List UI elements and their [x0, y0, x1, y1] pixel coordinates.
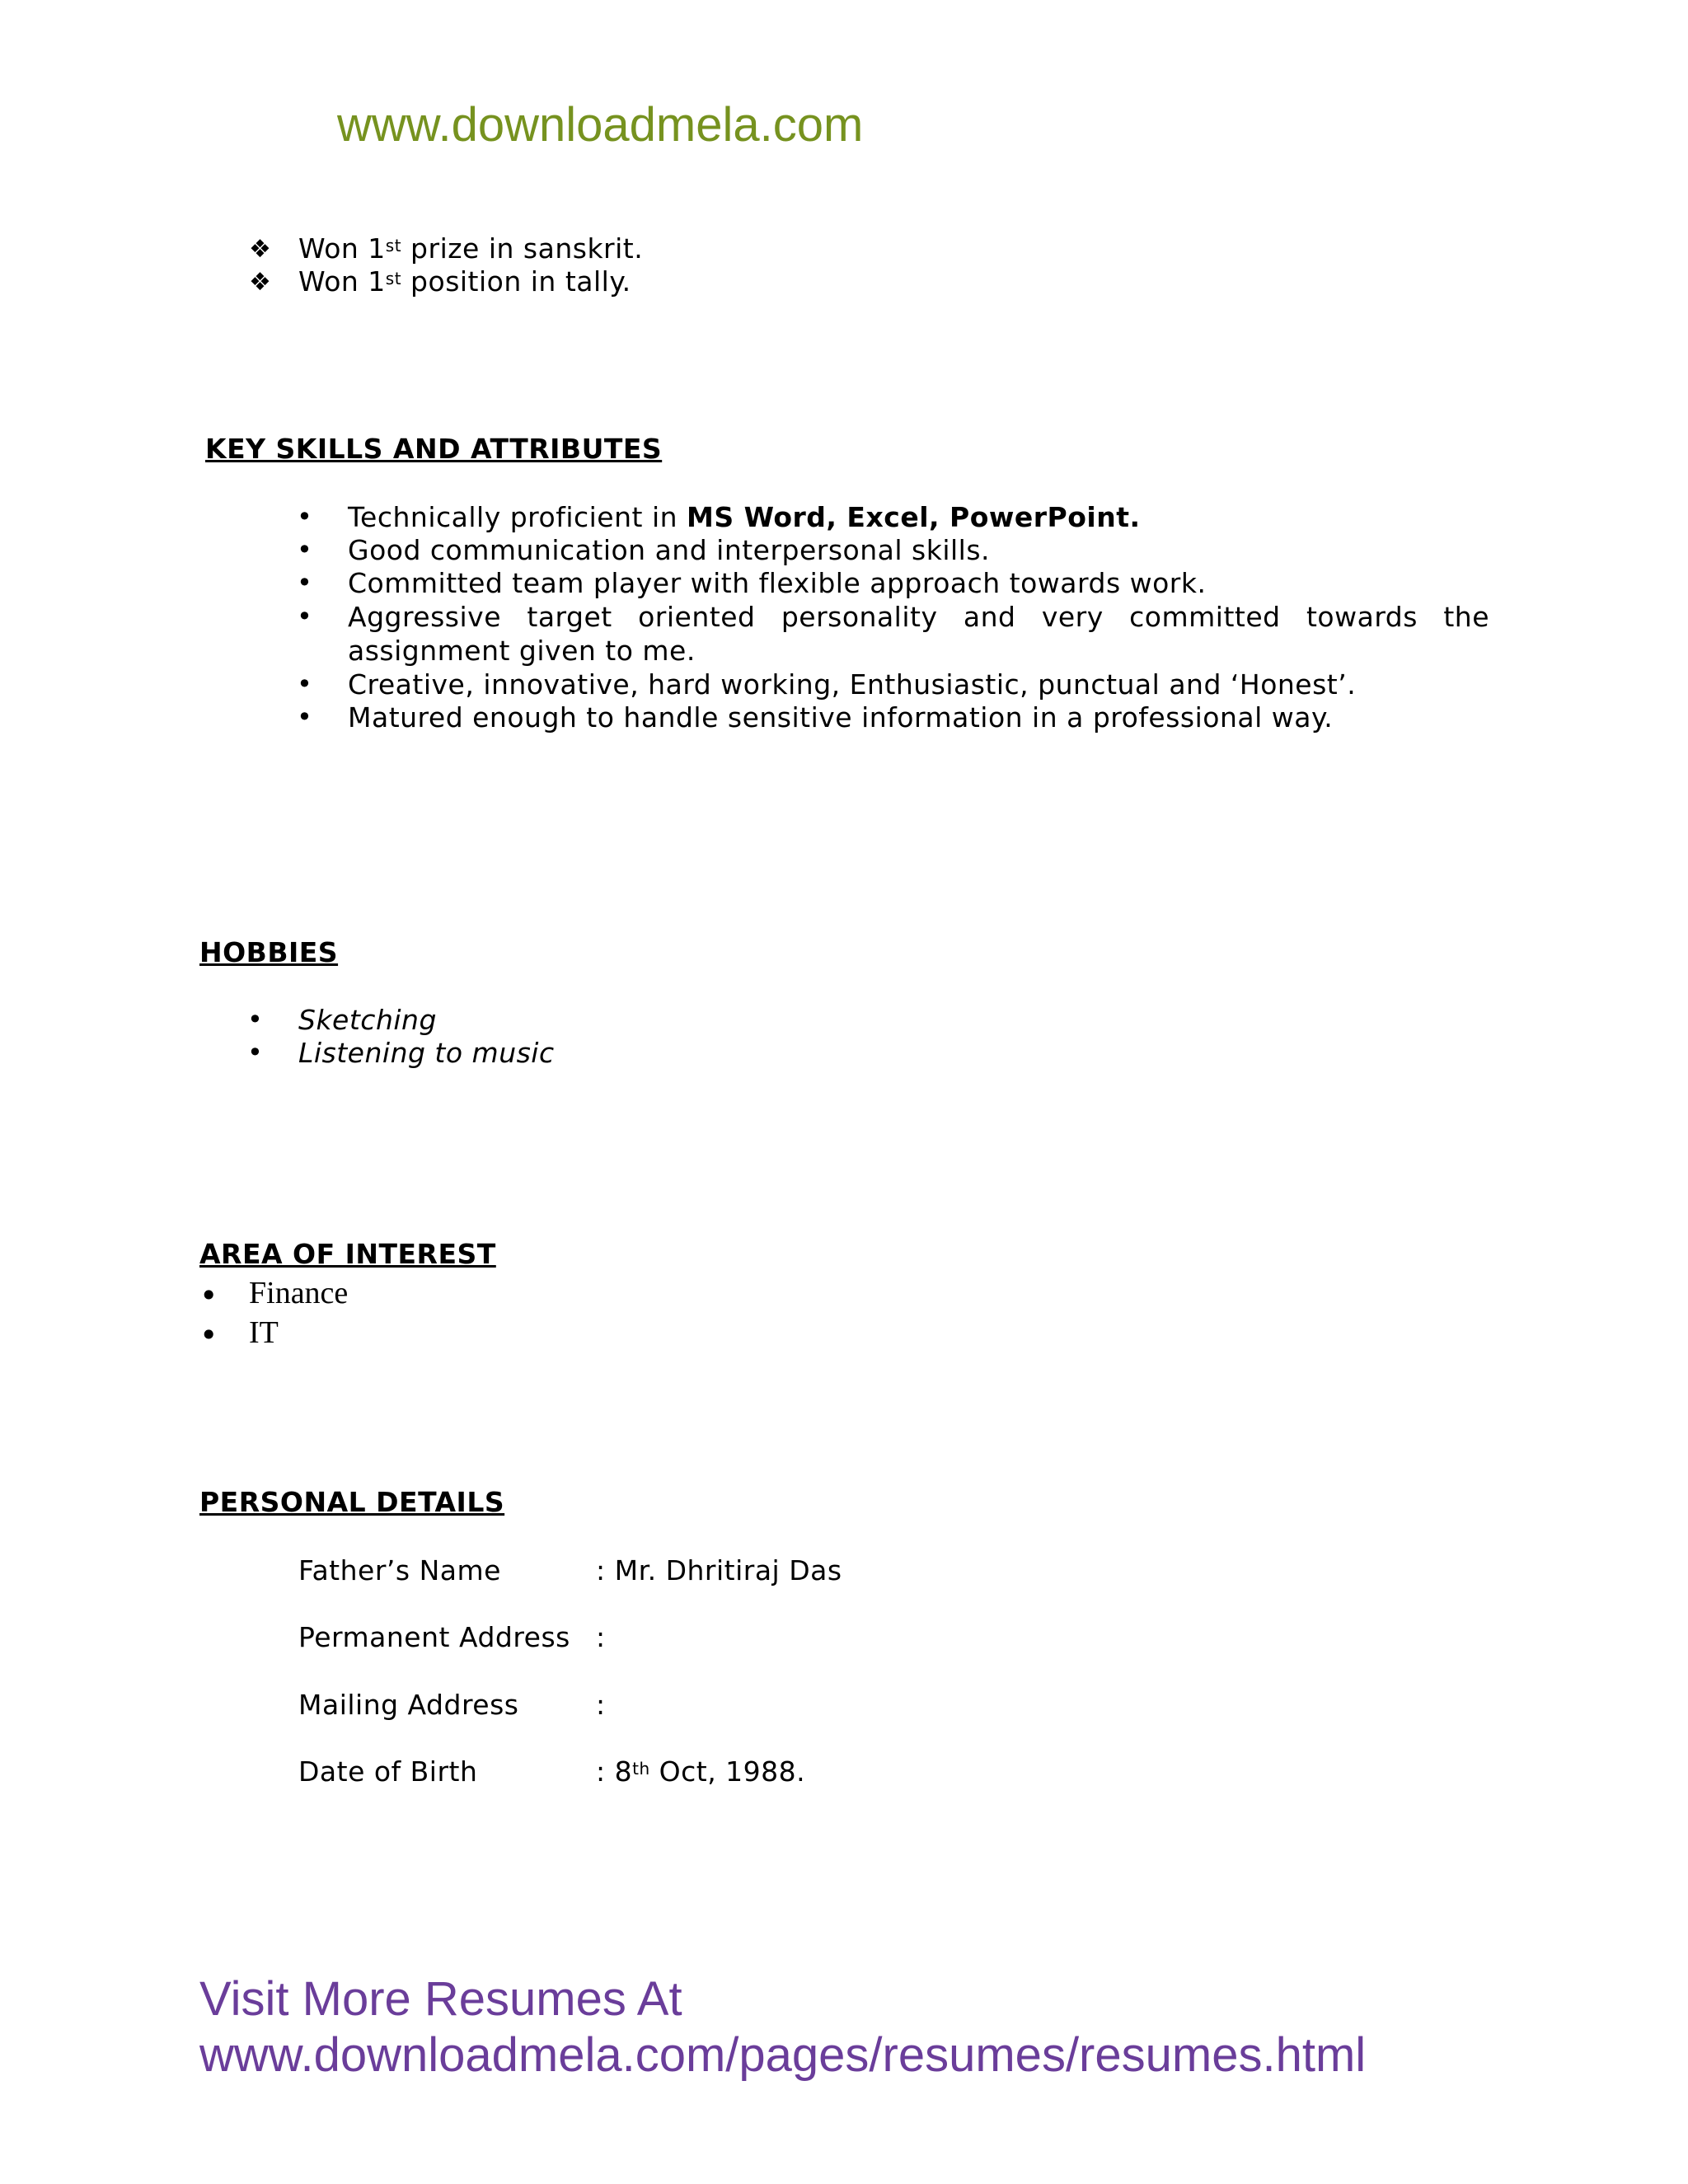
fathers-name-value: : Mr. Dhritiraj Das: [596, 1554, 842, 1586]
bullet-icon: •: [297, 567, 312, 598]
permanent-address-value: :: [596, 1621, 606, 1653]
superscript: st: [385, 269, 402, 288]
mailing-address-value: :: [596, 1689, 606, 1721]
bullet-icon: •: [297, 601, 312, 632]
key-skills-heading: KEY SKILLS AND ATTRIBUTES: [205, 433, 663, 465]
skill-item: Matured enough to handle sensitive information in a professional way.: [348, 701, 1334, 733]
interest-item: IT: [249, 1315, 279, 1350]
personal-heading: PERSONAL DETAILS: [199, 1486, 505, 1518]
dob-text: Oct, 1988.: [649, 1755, 806, 1788]
bullet-icon: •: [199, 1277, 218, 1314]
bullet-icon: •: [297, 534, 312, 565]
footer-link[interactable]: www.downloadmela.com/pages/resumes/resumes.html: [199, 2028, 1367, 2082]
skill-item-continuation: assignment given to me.: [348, 635, 696, 667]
dob-value: [596, 1755, 805, 1788]
hobbies-heading: HOBBIES: [199, 936, 339, 968]
superscript: st: [385, 236, 402, 255]
skill-item: Good communication and interpersonal skills.: [348, 534, 991, 566]
hobby-item: Sketching: [298, 1004, 437, 1036]
mailing-address-label: Mailing Address: [298, 1689, 519, 1721]
interest-item: Finance: [249, 1276, 349, 1310]
interest-heading: AREA OF INTEREST: [199, 1238, 496, 1270]
skill-item: Committed team player with flexible approach towards work.: [348, 567, 1207, 599]
skill-text: Technically proficient in: [348, 501, 687, 533]
skill-item: Creative, innovative, hard working, Enthusiastic, punctual and ‘Honest’.: [348, 668, 1357, 701]
diamond-bullet-icon: ❖: [249, 235, 271, 264]
achievement-text: prize in sanskrit.: [401, 232, 644, 265]
achievement-item: [298, 232, 643, 265]
fathers-name-label: Father’s Name: [298, 1554, 501, 1586]
skill-item: Aggressive target oriented personality and very committed towards the: [348, 601, 1489, 633]
achievement-text: position in tally.: [401, 265, 631, 298]
achievement-item: [298, 265, 631, 298]
bullet-icon: •: [297, 668, 312, 700]
bullet-icon: •: [297, 701, 312, 733]
skill-bold-text: MS Word, Excel, PowerPoint.: [687, 501, 1141, 533]
footer-line-1: Visit More Resumes At: [199, 1972, 682, 2026]
diamond-bullet-icon: ❖: [249, 268, 271, 297]
superscript: th: [632, 1759, 650, 1779]
skill-item: [348, 501, 1141, 533]
bullet-icon: •: [297, 501, 312, 532]
header-site-link[interactable]: www.downloadmela.com: [337, 98, 864, 152]
achievement-text: Won 1: [298, 232, 386, 265]
permanent-address-label: Permanent Address: [298, 1621, 570, 1653]
bullet-icon: •: [247, 1037, 263, 1068]
bullet-icon: •: [199, 1317, 218, 1353]
dob-text: : 8: [596, 1755, 633, 1788]
hobby-item: Listening to music: [298, 1037, 555, 1069]
achievement-text: Won 1: [298, 265, 386, 298]
bullet-icon: •: [247, 1004, 263, 1035]
dob-label: Date of Birth: [298, 1755, 478, 1788]
